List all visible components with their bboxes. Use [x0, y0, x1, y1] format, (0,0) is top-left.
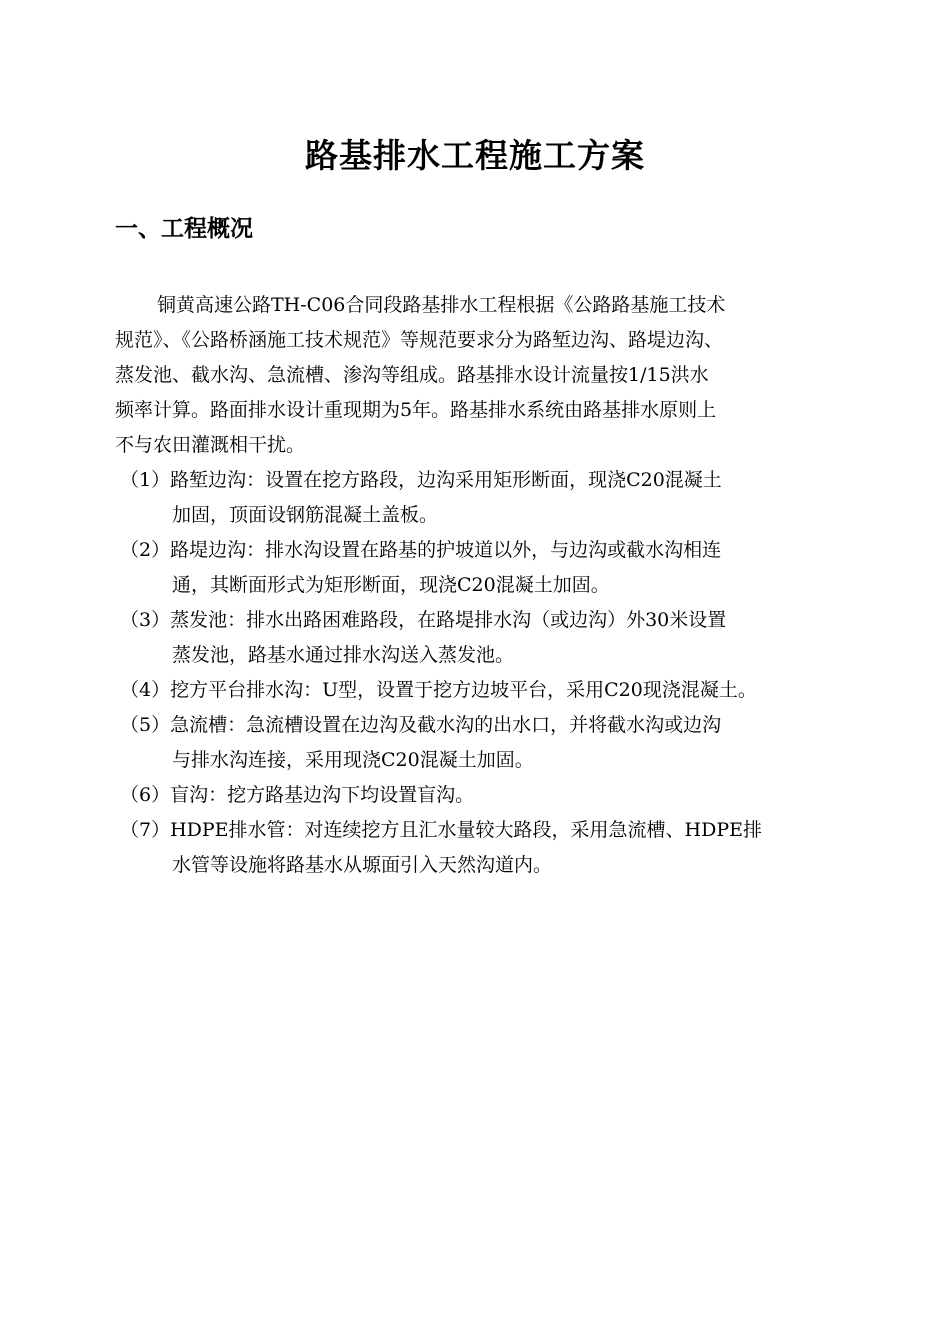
list-item-line: （2）路堤边沟：排水沟设置在路基的护坡道以外，与边沟或截水沟相连 — [120, 539, 722, 561]
intro-paragraph — [115, 288, 855, 463]
list-item-line: 水管等设施将路基水从塬面引入天然沟道内。 — [172, 854, 553, 876]
list-item-line: 与排水沟连接，采用现浇C20混凝土加固。 — [172, 749, 534, 771]
list-item-line: 通，其断面形式为矩形断面，现浇C20混凝土加固。 — [172, 574, 610, 596]
intro-line: 蒸发池、截水沟、急流槽、渗沟等组成。路基排水设计流量按1/15洪水 — [115, 364, 709, 386]
list-item-line: 加固，顶面设钢筋混凝土盖板。 — [172, 504, 439, 526]
intro-line: 频率计算。路面排水设计重现期为5年。路基排水系统由路基排水原则上 — [115, 399, 717, 421]
list-item — [115, 813, 855, 883]
list-item — [115, 673, 855, 708]
list-item-line: （6）盲沟：挖方路基边沟下均设置盲沟。 — [120, 784, 475, 806]
intro-line: 规范》、《公路桥涵施工技术规范》等规范要求分为路堑边沟、路堤边沟、 — [115, 329, 724, 351]
document-body — [115, 288, 855, 883]
list-item-line: （5）急流槽：急流槽设置在边沟及截水沟的出水口，并将截水沟或边沟 — [120, 714, 722, 736]
section-heading: 一、工程概况 — [115, 216, 253, 242]
list-item — [115, 603, 855, 673]
list-item — [115, 778, 855, 813]
list-item-line: （4）挖方平台排水沟：U型，设置于挖方边坡平台，采用C20现浇混凝土。 — [120, 679, 757, 701]
intro-line: 铜黄高速公路TH-C06合同段路基排水工程根据《公路路基施工技术 — [157, 294, 726, 316]
list-item-line: （1）路堑边沟：设置在挖方路段，边沟采用矩形断面，现浇C20混凝土 — [120, 469, 722, 491]
list-item-line: （7）HDPE排水管：对连续挖方且汇水量较大路段，采用急流槽、HDPE排 — [120, 819, 763, 841]
list-item-line: （3）蒸发池：排水出路困难路段，在路堤排水沟（或边沟）外30米设置 — [120, 609, 727, 631]
document-title: 路基排水工程施工方案 — [305, 136, 645, 175]
list-item — [115, 533, 855, 603]
list-item — [115, 463, 855, 533]
intro-line: 不与农田灌溉相干扰。 — [115, 434, 306, 456]
list-item-line: 蒸发池，路基水通过排水沟送入蒸发池。 — [172, 644, 515, 666]
list-item — [115, 708, 855, 778]
